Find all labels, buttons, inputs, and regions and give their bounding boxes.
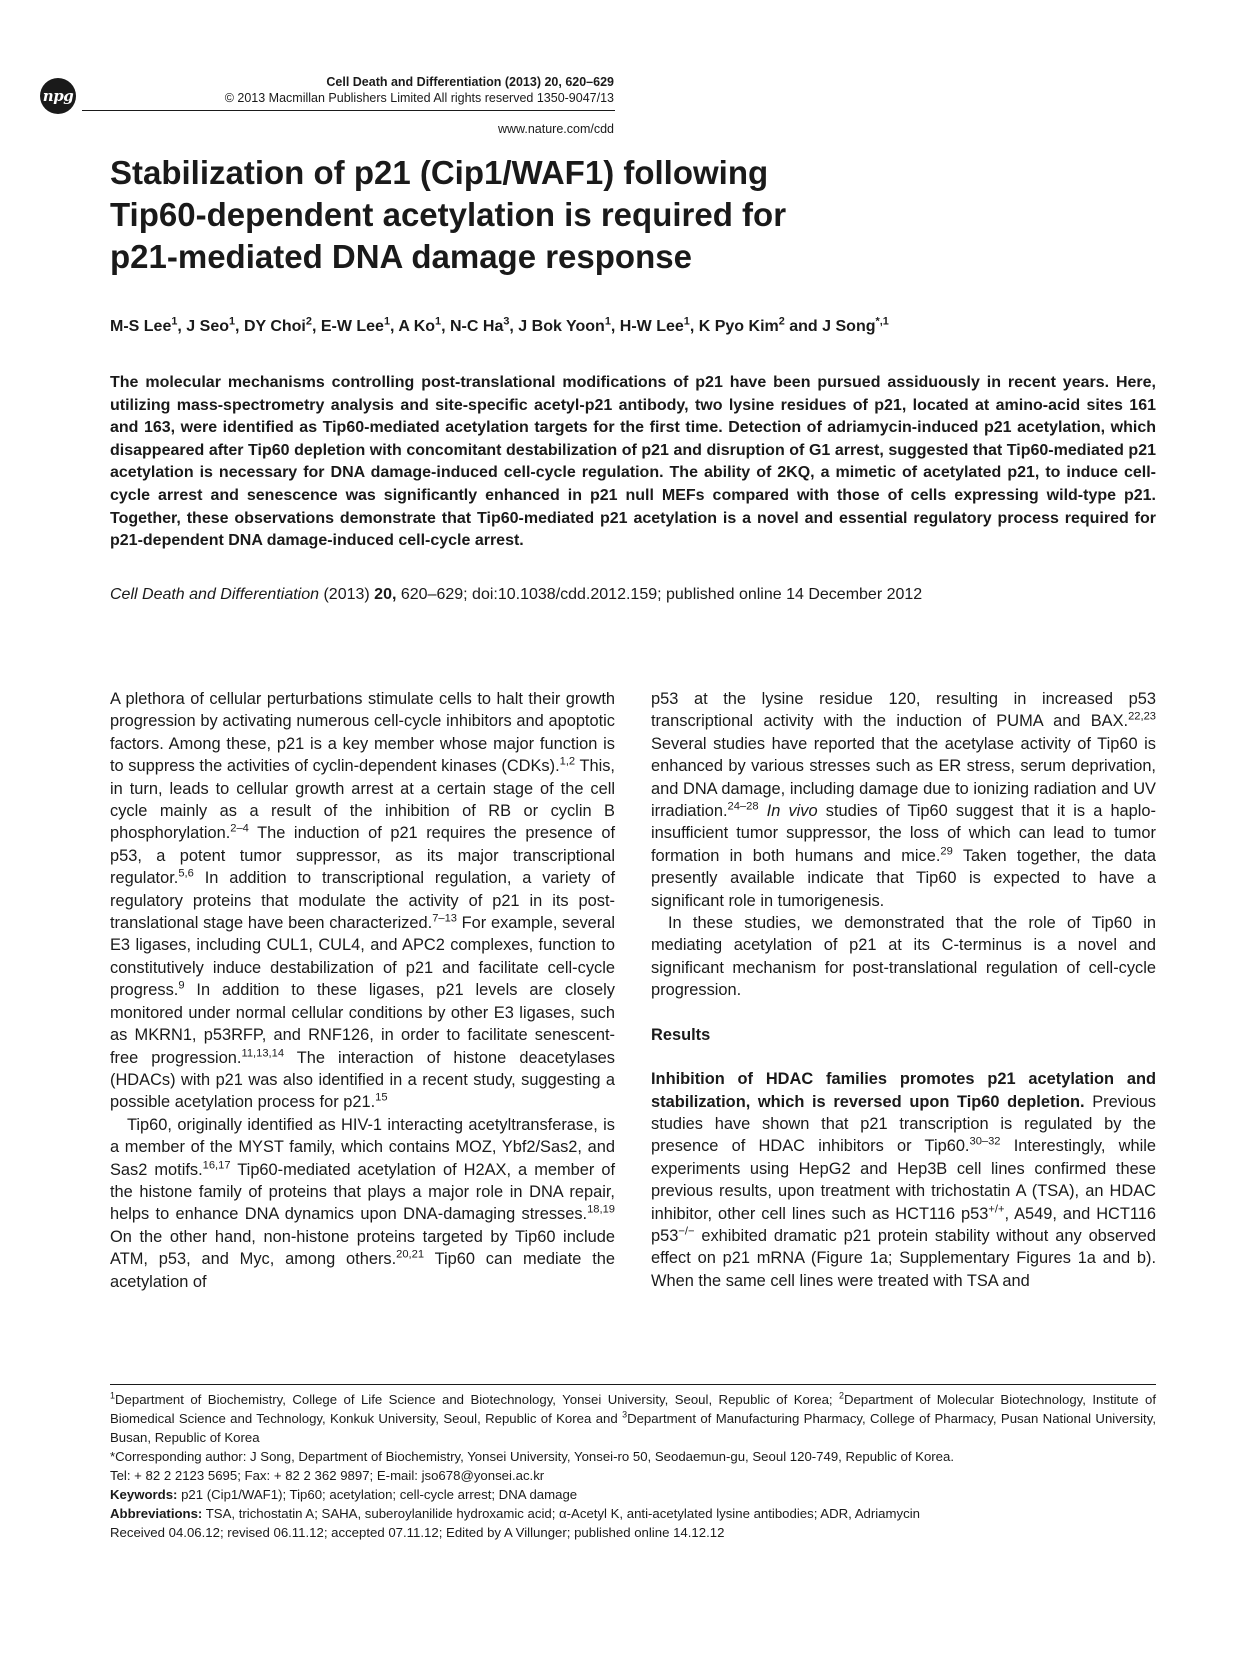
reference-superscript: 29 (940, 845, 953, 858)
reference-superscript: 22,23 (1128, 710, 1156, 723)
citation-journal: Cell Death and Differentiation (110, 586, 320, 603)
abbreviations (110, 1504, 1156, 1523)
article-title (110, 152, 1110, 278)
journal-citation-line: Cell Death and Differentiation (2013) 20, 620–629 (326, 75, 614, 89)
author-affiliation-mark: 1 (604, 315, 611, 328)
reference-superscript: 1,2 (559, 755, 576, 768)
author-affiliation-mark: 2 (778, 315, 785, 328)
author-name: N-C Ha$^3$ (450, 315, 510, 335)
body-column-left (110, 688, 615, 1293)
abbreviations-label: Abbreviations: (110, 1506, 203, 1521)
reference-superscript: 18,19 (587, 1203, 615, 1216)
body-paragraph: p53 at the lysine residue 120, resulting in increased p53 transcriptional activity with the induction of PUMA and BAX.$^{22,23}$ Several studies have reported that the acetylase activity of Tip60 is enhanced by various stresses such as ER stress, serum deprivation, and DNA damage, including damage due to ionizing radiation and UV irradiation.$^{24-28}$ In vivo studies of Tip60 suggest that it is a haplo-insufficient tumor suppressor, the loss of which can lead to tumor formation in both humans and mice.$^{29}$ Taken together, the data presently available indicate that Tip60 is expected to have a significant role in tumorigenesis. (651, 690, 1157, 910)
reference-superscript: 24–28 (727, 800, 759, 813)
reference-superscript: 15 (375, 1091, 388, 1104)
reference-superscript: 20,21 (396, 1248, 425, 1261)
author-name: H-W Lee$^1$ (619, 315, 690, 335)
author-affiliation-mark: 1 (171, 315, 178, 328)
reference-superscript: 7–13 (432, 912, 457, 925)
title-line-2: Tip60-dependent acetylation is required for (110, 196, 787, 233)
reference-superscript: 2 (839, 1390, 845, 1401)
reference-superscript: 5,6 (178, 867, 194, 880)
body-column-right (651, 688, 1156, 1292)
reference-superscript: 16,17 (202, 1159, 231, 1172)
citation-details: 620–629; doi:10.1038/cdd.2012.159; published online 14 December 2012 (400, 586, 923, 603)
author-name: J Song$^{*,1}$ (822, 315, 889, 335)
body-paragraph: A plethora of cellular perturbations stimulate cells to halt their growth progression by activating numerous cell-cycle inhibitors and apoptotic factors. Among these, p21 is a key member whose major function is to suppress the activities of cyclin-dependent kinases (CDKs).$^{1,2}$ This, in turn, leads to cellular growth arrest at a certain stage of the cell cycle mainly as a result of the inhibition of RB or cyclin B phosphorylation.$^{2-4}$ The induction of p21 requires the presence of p53, a potent tumor suppressor, as its major transcriptional regulator.$^{5,6}$ In addition to transcriptional regulation, a variety of regulatory proteins that modulate the activity of p21 in its post-translational stage have been characterized.$^{7-13}$ For example, several E3 ligases, including CUL1, CUL4, and APC2 complexes, function to constitutively induce destabilization of p21 and facilitate cell-cycle progress.$^9$ In addition to these ligases, p21 levels are closely monitored under normal cellular conditions by other E3 ligases, such as MKRN1, p53RFP, and RNF126, in order to facilitate senescent-free progression.$^{11,13,14}$ The interaction of histone deacetylases (HDACs) with p21 was also identified in a recent study, suggesting a possible acetylation process for p21.15 (110, 690, 615, 1112)
author-name: J Bok Yoon$^1$ (518, 315, 611, 335)
header-divider (82, 110, 615, 111)
affiliations: $^1$Department of Biochemistry, College of Life Science and Biotechnology, Yonsei University, Seoul, Republic of Korea; $^2$Department of Molecular Biotechnology, Institute of Biomedical Science and Technology, Konkuk University, Seoul, Republic of Korea and $^3$Department of Manufacturing Pharmacy, College of Pharmacy, Pusan National University, Busan, Republic of Korea (110, 1390, 1157, 1445)
citation-line (110, 584, 1156, 606)
journal-url[interactable]: www.nature.com/cdd (497, 122, 614, 136)
author-affiliation-mark: 2 (305, 315, 312, 328)
reference-superscript: +/+ (988, 1203, 1005, 1216)
author-name: E-W Lee$^1$ (320, 315, 391, 335)
reference-superscript: 11,13,14 (241, 1047, 285, 1060)
reference-superscript: 9 (178, 979, 185, 992)
author-affiliation-mark: 3 (503, 315, 510, 328)
journal-header (225, 74, 614, 106)
citation-year: (2013) (323, 586, 370, 603)
received-dates: Received 04.06.12; revised 06.11.12; accepted 07.11.12; Edited by A Villunger; published online 14.12.12 (110, 1525, 725, 1540)
author-affiliation-mark: 1 (228, 315, 236, 328)
reference-superscript: 2–4 (230, 822, 249, 835)
contact-info: Tel: + 82 2 2123 5695; Fax: + 82 2 362 9897; E-mail: jso678@yonsei.ac.kr (110, 1468, 545, 1483)
author-name: K Pyo Kim$^2$ (698, 315, 785, 335)
author-affiliation-mark: *,1 (875, 315, 889, 328)
abstract: The molecular mechanisms controlling post-translational modifications of p21 have been pursued assiduously in recent years. Here, utilizing mass-spectrometry analysis and site-specific acetyl-p21 antibody, two lysine residues of p21, located at amino-acid sites 161 and 163, were identified as Tip60-mediated acetylation targets for the first time. Detection of adriamycin-induced p21 acetylation, which disappeared after Tip60 depletion with concomitant destabilization of p21 and disruption of G1 arrest, suggested that Tip60-mediated p21 acetylation is necessary for DNA damage-induced cell-cycle regulation. The ability of 2KQ, a mimetic of acetylated p21, to induce cell-cycle arrest and senescence was significantly enhanced in p21 null MEFs compared with those of cells expressing wild-type p21. Together, these observations demonstrate that Tip60-mediated p21 acetylation is a novel and essential regulatory process required for p21-dependent DNA damage-induced cell-cycle arrest. (110, 374, 1156, 550)
run-in-heading: Inhibition of HDAC families promotes p21 acetylation and stabilization, which is reversed upon Tip60 depletion. (651, 1070, 1156, 1111)
copyright-line: © 2013 Macmillan Publishers Limited All rights reserved 1350-9047/13 (224, 91, 614, 105)
reference-superscript: 1 (110, 1390, 115, 1401)
reference-superscript: 30–32 (969, 1135, 1001, 1148)
author-affiliation-mark: 1 (383, 315, 391, 328)
citation-volume: 20, (374, 586, 397, 603)
keywords-label: Keywords: (110, 1487, 178, 1502)
author-name: DY Choi$^2$ (243, 315, 312, 335)
author-name: M-S Lee$^1$ (110, 315, 178, 335)
body-paragraph: In these studies, we demonstrated that the role of Tip60 in mediating acetylation of p21 at its C-terminus is a novel and significant mechanism for post-translational regulation of cell-cycle progression. (651, 914, 1156, 1000)
title-line-1: Stabilization of p21 (Cip1/WAF1) following (110, 154, 769, 191)
reference-superscript: 3 (622, 1409, 628, 1420)
footnotes (110, 1390, 1156, 1542)
author-name: J Seo$^1$ (186, 315, 236, 335)
keywords (110, 1485, 1156, 1504)
corresponding-author: *Corresponding author: J Song, Department of Biochemistry, Yonsei University, Yonsei-ro 50, Seodaemun-gu, Seoul 120-749, Republic of Korea. (110, 1449, 955, 1464)
author-affiliation-mark: 1 (683, 315, 690, 328)
keywords-text: p21 (Cip1/WAF1); Tip60; acetylation; cell-cycle arrest; DNA damage (177, 1487, 578, 1502)
body-paragraph: Inhibition of HDAC families promotes p21 acetylation and stabilization, which is reversed upon Tip60 depletion. Previous studies have shown that p21 transcription is regulated by the presence of HDAC inhibitors or Tip60.$^{30-32}$ Interestingly, while experiments using HepG2 and Hep3B cell lines confirmed these previous results, upon treatment with trichostatin A (TSA), an HDAC inhibitor, other cell lines such as HCT116 p53+/+, A549, and HCT116 p53−/− exhibited dramatic p21 protein stability without any observed effect on p21 mRNA (Figure 1a; Supplementary Figures 1a and b). When the same cell lines were treated with TSA and (651, 1070, 1157, 1290)
author-list: M-S Lee$^1$, J Seo$^1$, DY Choi$^2$, E-W Lee$^1$, A Ko$^1$, N-C Ha$^3$, J Bok Yoon$^1$, H-W Lee$^1$, K Pyo Kim$^2$ and J Song$^{*,1}$ (110, 315, 889, 335)
author-affiliation-mark: 1 (435, 315, 442, 328)
abbreviations-text: TSA, trichostatin A; SAHA, suberoylanilide hydroxamic acid; α-Acetyl K, anti-acetylated lysine antibodies; ADR, Adriamycin (202, 1506, 920, 1521)
author-name: A Ko$^1$ (398, 315, 442, 335)
title-line-3: p21-mediated DNA damage response (110, 238, 692, 275)
section-heading-results: Results (651, 1025, 711, 1044)
npg-logo: npg (40, 78, 76, 114)
reference-superscript: −/− (678, 1225, 695, 1238)
italic-text: In vivo (766, 802, 818, 821)
footnote-divider (110, 1384, 1156, 1385)
body-paragraph: Tip60, originally identified as HIV-1 interacting acetyltransferase, is a member of the MYST family, which contains MOZ, Ybf2/Sas2, and Sas2 motifs.$^{16,17}$ Tip60-mediated acetylation of H2AX, a member of the histone family of proteins that plays a major role in DNA repair, helps to enhance DNA dynamics upon DNA-damaging stresses.$^{18,19}$ On the other hand, non-histone proteins targeted by Tip60 include ATM, p53, and Myc, among others.$^{20,21}$ Tip60 can mediate the acetylation of (110, 1115, 615, 1291)
